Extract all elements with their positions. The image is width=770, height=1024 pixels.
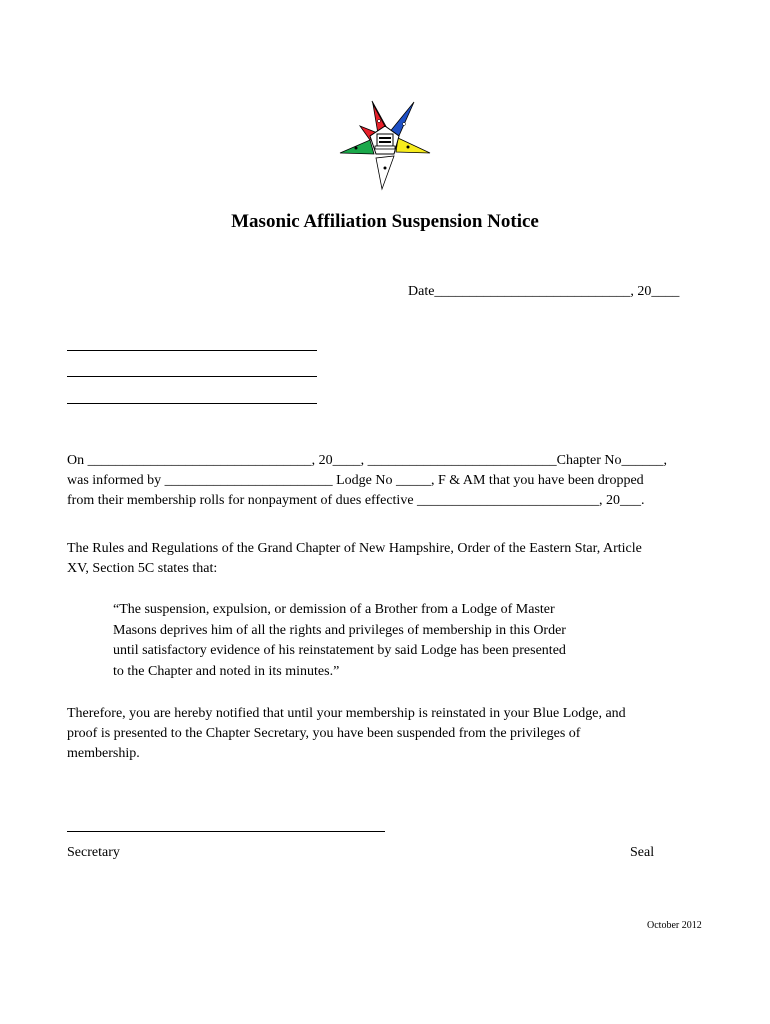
quote-line: “The suspension, expulsion, or demission of a Brother from a Lodge of Master <box>113 602 555 617</box>
rules-paragraph <box>67 539 642 579</box>
address-line-1 <box>67 350 317 351</box>
notice-line: was informed by ________________________ Lodge No _____, F & AM that you have been dropped <box>67 473 644 488</box>
quoted-rule <box>113 600 566 682</box>
footer-date: October 2012 <box>647 920 702 931</box>
eastern-star-emblem-icon <box>336 96 434 192</box>
date-field: Date____________________________, 20____ <box>408 284 680 299</box>
notice-paragraph <box>67 451 667 511</box>
notice-line: On ________________________________, 20____, ___________________________Chapter No______, <box>67 453 668 468</box>
rules-line: The Rules and Regulations of the Grand Chapter of New Hampshire, Order of the Eastern Star, Article <box>67 541 642 556</box>
signature-line <box>67 831 385 832</box>
quote-line: Masons deprives him of all the rights and privileges of membership in this Order <box>113 622 566 638</box>
quote-line: until satisfactory evidence of his reinstatement by said Lodge has been presented <box>113 643 566 658</box>
conclusion-paragraph <box>67 704 626 764</box>
conclusion-line: Therefore, you are hereby notified that until your membership is reinstated in your Blue Lodge, and <box>67 706 626 721</box>
conclusion-line: membership. <box>67 746 140 761</box>
seal-label: Seal <box>630 845 655 860</box>
star-point-white <box>376 156 394 189</box>
notice-line: from their membership rolls for nonpayment of dues effective __________________________, 20___. <box>67 493 645 508</box>
conclusion-line: proof is presented to the Chapter Secretary, you have been suspended from the privileges of <box>67 726 581 741</box>
page-title: Masonic Affiliation Suspension Notice <box>231 211 539 232</box>
secretary-label: Secretary <box>67 845 120 860</box>
address-line-2 <box>67 376 317 377</box>
quote-line: to the Chapter and noted in its minutes.” <box>113 663 340 679</box>
address-line-3 <box>67 403 317 404</box>
rules-line: XV, Section 5C states that: <box>67 561 218 576</box>
star-point-yellow <box>396 138 430 153</box>
